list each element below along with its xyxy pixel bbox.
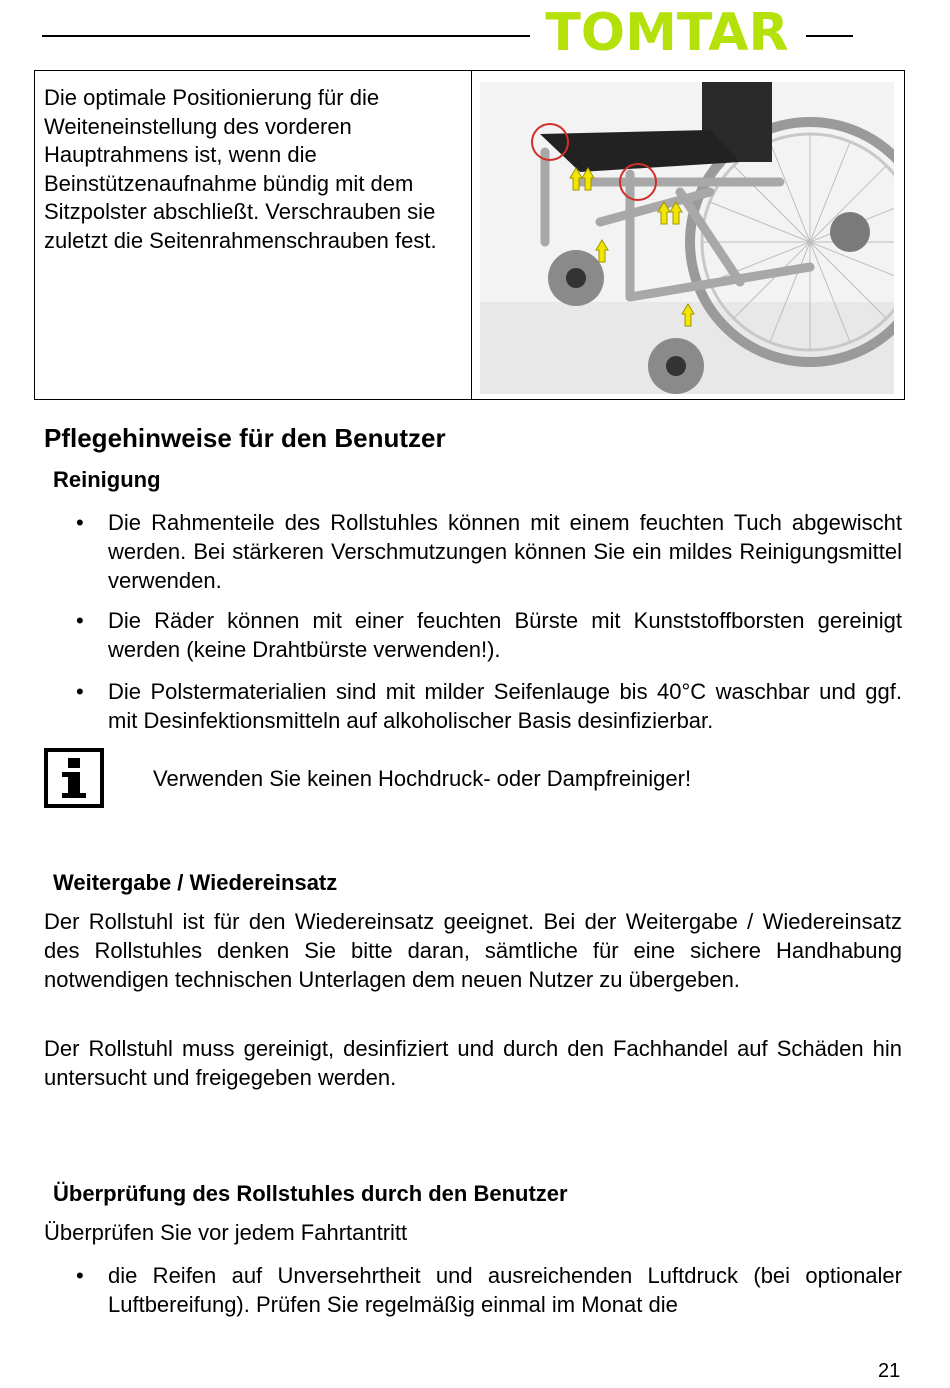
- info-note: Verwenden Sie keinen Hochdruck- oder Dampfreiniger!: [153, 766, 692, 791]
- inspection-lead: Überprüfen Sie vor jedem Fahrtantritt: [44, 1220, 408, 1245]
- header-rule-left: [42, 35, 530, 37]
- intro-text: Die optimale Positionierung für die Weiteneinstellung des vorderen Hauptrahmens ist, wenn die Beinstützenaufnahme bündig mit dem Sitzpolster abschließt. Verschrauben sie zuletzt die Seitenrahmenschrauben fest.: [44, 85, 437, 253]
- header-rule-right: [806, 35, 853, 37]
- bullet-dot: •: [76, 679, 84, 704]
- list-item: [76, 677, 902, 737]
- list-item: [76, 1261, 902, 1321]
- list-item-text: Die Räder können mit einer feuchten Bürste mit Kunststoffborsten gereinigt werden (keine Drahtbürste verwenden!).: [108, 608, 902, 662]
- bullet-dot: •: [76, 1263, 84, 1288]
- tomtar-logo: [529, 4, 805, 56]
- list-item: [76, 606, 902, 666]
- wheelchair-photo: [480, 82, 894, 394]
- reuse-heading: Weitergabe / Wiedereinsatz: [53, 870, 338, 895]
- info-i-icon: [44, 748, 104, 808]
- list-item: [76, 508, 902, 598]
- table-divider: [471, 71, 472, 399]
- care-heading: Pflegehinweise für den Benutzer: [44, 423, 446, 453]
- reuse-paragraph-1: Der Rollstuhl ist für den Wiedereinsatz geeignet. Bei der Weitergabe / Wiedereinsatz des Rollstuhles denken Sie bitte daran, sämtliche für eine sichere Handhabung notwendigen technischen Unterlagen dem neuen Nutzer zu übergeben.: [44, 909, 902, 992]
- bullet-dot: •: [76, 510, 84, 535]
- list-item-text: Die Polstermaterialien sind mit milder Seifenlauge bis 40°C waschbar und ggf. mit Desinfektionsmitteln auf alkoholischer Basis desinfizierbar.: [108, 679, 902, 733]
- bullet-dot: •: [76, 608, 84, 633]
- list-item-text: die Reifen auf Unversehrtheit und ausreichenden Luftdruck (bei optionaler Luftbereifung). Prüfen Sie regelmäßig einmal im Monat die: [108, 1263, 902, 1317]
- inspection-heading: Überprüfung des Rollstuhles durch den Benutzer: [53, 1181, 568, 1206]
- logo-text: TOMTAR: [545, 4, 789, 56]
- reuse-paragraph-2: Der Rollstuhl muss gereinigt, desinfiziert und durch den Fachhandel auf Schäden hin untersucht und freigegeben werden.: [44, 1036, 902, 1090]
- page-number: 21: [878, 1360, 901, 1382]
- list-item-text: Die Rahmenteile des Rollstuhles können mit einem feuchten Tuch abgewischt werden. Bei stärkeren Verschmutzungen können Sie ein mildes Reinigungsmittel verwenden.: [108, 510, 902, 593]
- cleaning-heading: Reinigung: [53, 467, 161, 492]
